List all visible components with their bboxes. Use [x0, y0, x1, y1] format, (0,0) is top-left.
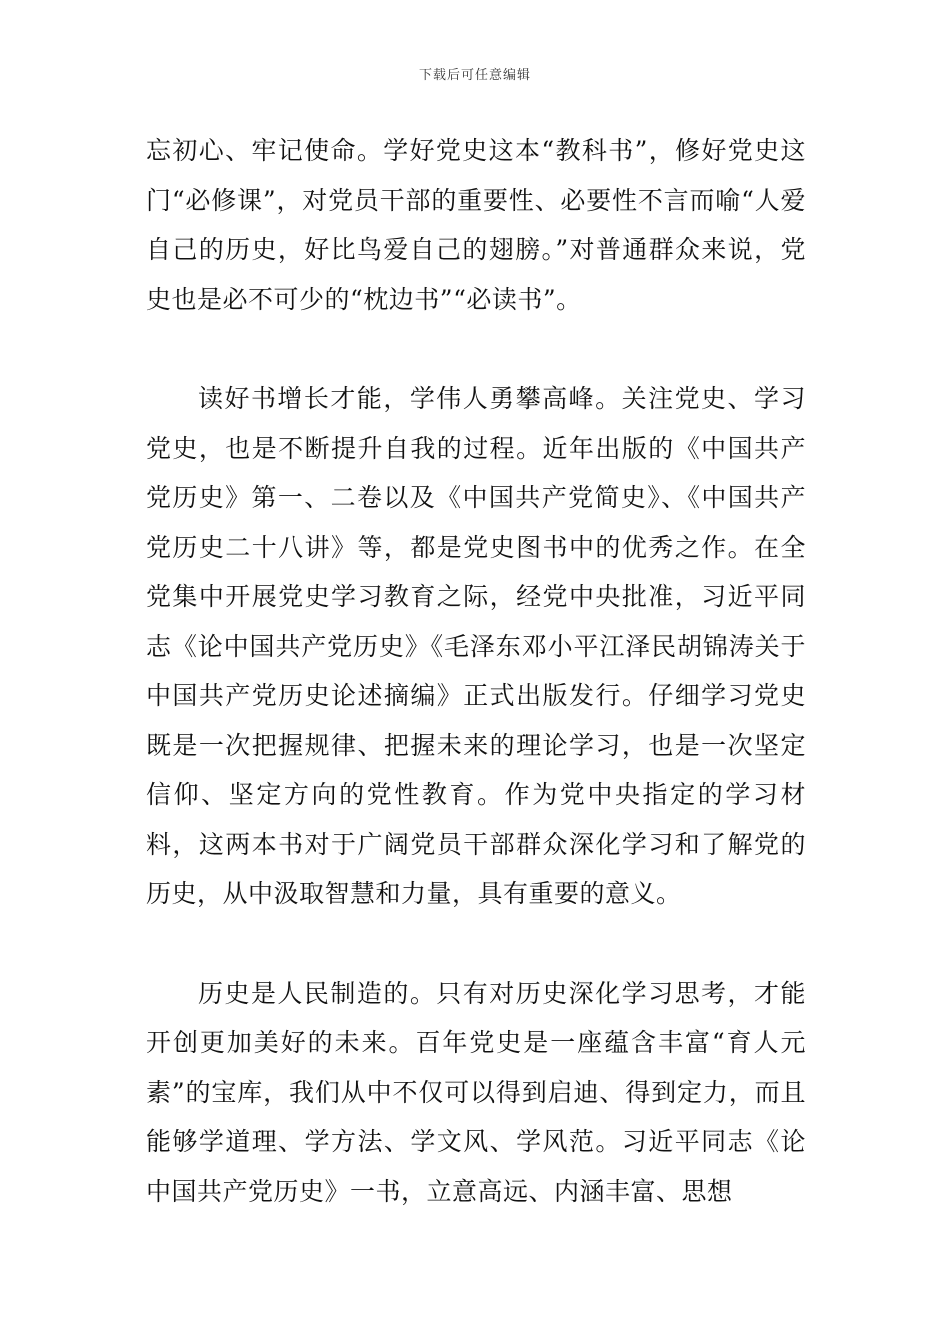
page-header: 下载后可任意编辑: [418, 68, 531, 83]
paragraph-gap: [146, 324, 806, 374]
paragraph-1: 忘初心、牢记使命。学好党史这本“教科书”，修好党史这门“必修课”，对党员干部的重要性、必要性不言而喻“人爱自己的历史，好比鸟爱自己的翅膀。”对普通群众来说，党史也是必不可少的“枕边书”“必读书”。: [146, 136, 806, 314]
paragraph-gap: [146, 919, 806, 969]
paragraph-2: 读好书增长才能，学伟人勇攀高峰。关注党史、学习党史，也是不断提升自我的过程。近年出版的《中国共产党历史》第一、二卷以及《中国共产党简史》、《中国共产党历史二十八讲》等，都是党史图书中的优秀之作。在全党集中开展党史学习教育之际，经党中央批准，习近平同志《论中国共产党历史》《毛泽东邓小平江泽民胡锦涛关于中国共产党历史论述摘编》正式出版发行。仔细学习党史既是一次把握规律、把握未来的理论学习，也是一次坚定信仰、坚定方向的党性教育。作为党中央指定的学习材料，这两本书对于广阔党员干部群众深化学习和了解党的历史，从中汲取智慧和力量，具有重要的意义。: [146, 384, 806, 908]
paragraph-3: 历史是人民制造的。只有对历史深化学习思考，才能开创更加美好的未来。百年党史是一座蕴含丰富“育人元素”的宝库，我们从中不仅可以得到启迪、得到定力，而且能够学道理、学方法、学文风、学风范。习近平同志《论中国共产党历史》一书，立意高远、内涵丰富、思想: [146, 978, 806, 1206]
document-body: [146, 126, 806, 1216]
